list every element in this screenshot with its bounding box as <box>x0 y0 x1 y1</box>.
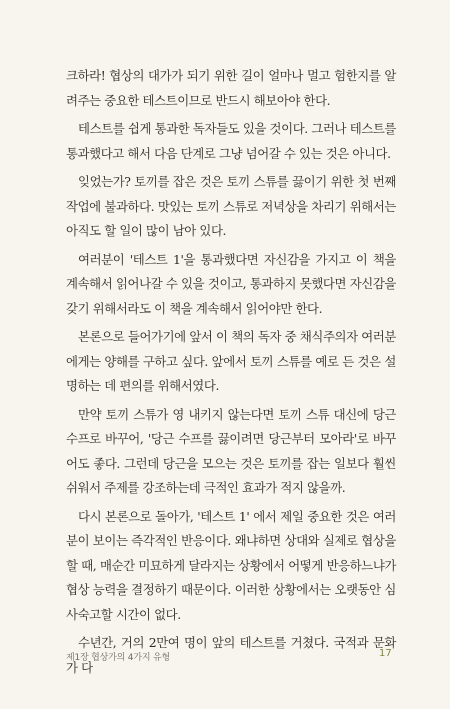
running-footer-title: 제1장 협상가의 4가지 유형 <box>66 653 170 663</box>
page-number: 17 <box>379 648 392 659</box>
paragraph-5: 본론으로 들어가기에 앞서 이 책의 독자 중 채식주의자 여러분에게는 양해를 구하고 싶다. 앞에서 토끼 스튜를 예로 든 것은 설명하는 데 편의를 위해서였다. <box>66 329 396 393</box>
paragraph-8: 수년간, 거의 2만여 명이 앞의 테스트를 거쳤다. 국적과 문화가 다 <box>66 635 396 675</box>
paragraph-4: 여러분이 '테스트 1'을 통과했다면 자신감을 가지고 이 책을 계속해서 읽어나갈 수 있을 것이고, 통과하지 못했다면 자신감을 갖기 위해서라도 이 책을 계속해서 읽어야만 한다. <box>66 251 396 316</box>
body-text <box>66 64 396 684</box>
paragraph-3: 잊었는가? 토끼를 잡은 것은 토끼 스튜를 끓이기 위한 첫 번째 작업에 불과하다. 맛있는 토끼 스튜로 저녁상을 차리기 위해서는 아직도 할 일이 많이 남아 있다. <box>66 174 396 238</box>
paragraph-7: 다시 본론으로 돌아가, '테스트 1' 에서 제일 중요한 것은 여러분이 보이는 즉각적인 반응이다. 왜냐하면 상대와 실제로 협상을 할 때, 매순간 미묘하게 달라지는 상황에서 어떻게 반응하느냐가 협상 능력을 결정하기 때문이다. 이러한 상황에서는 오랫동안 심사숙고할 시간이 없다. <box>66 508 396 622</box>
paragraph-6: 만약 토끼 스튜가 영 내키지 않는다면 토끼 스튜 대신에 당근 수프로 바꾸어, '당근 수프를 끓이려면 당근부터 모아라'로 바꾸어도 좋다. 그런데 당근을 모으는 것은 토끼를 잡는 일보다 훨씬 쉬워서 주제를 강조하는데 극적인 효과가 적지 않을까. <box>66 406 396 495</box>
paragraph-1: 크하라! 협상의 대가가 되기 위한 길이 얼마나 멀고 험한지를 알려주는 중요한 테스트이므로 반드시 해보아야 한다. <box>66 68 396 108</box>
paragraph-2: 테스트를 쉽게 통과한 독자들도 있을 것이다. 그러나 테스트를 통과했다고 해서 다음 단계로 그냥 넘어갈 수 있는 것은 아니다. <box>66 121 396 161</box>
